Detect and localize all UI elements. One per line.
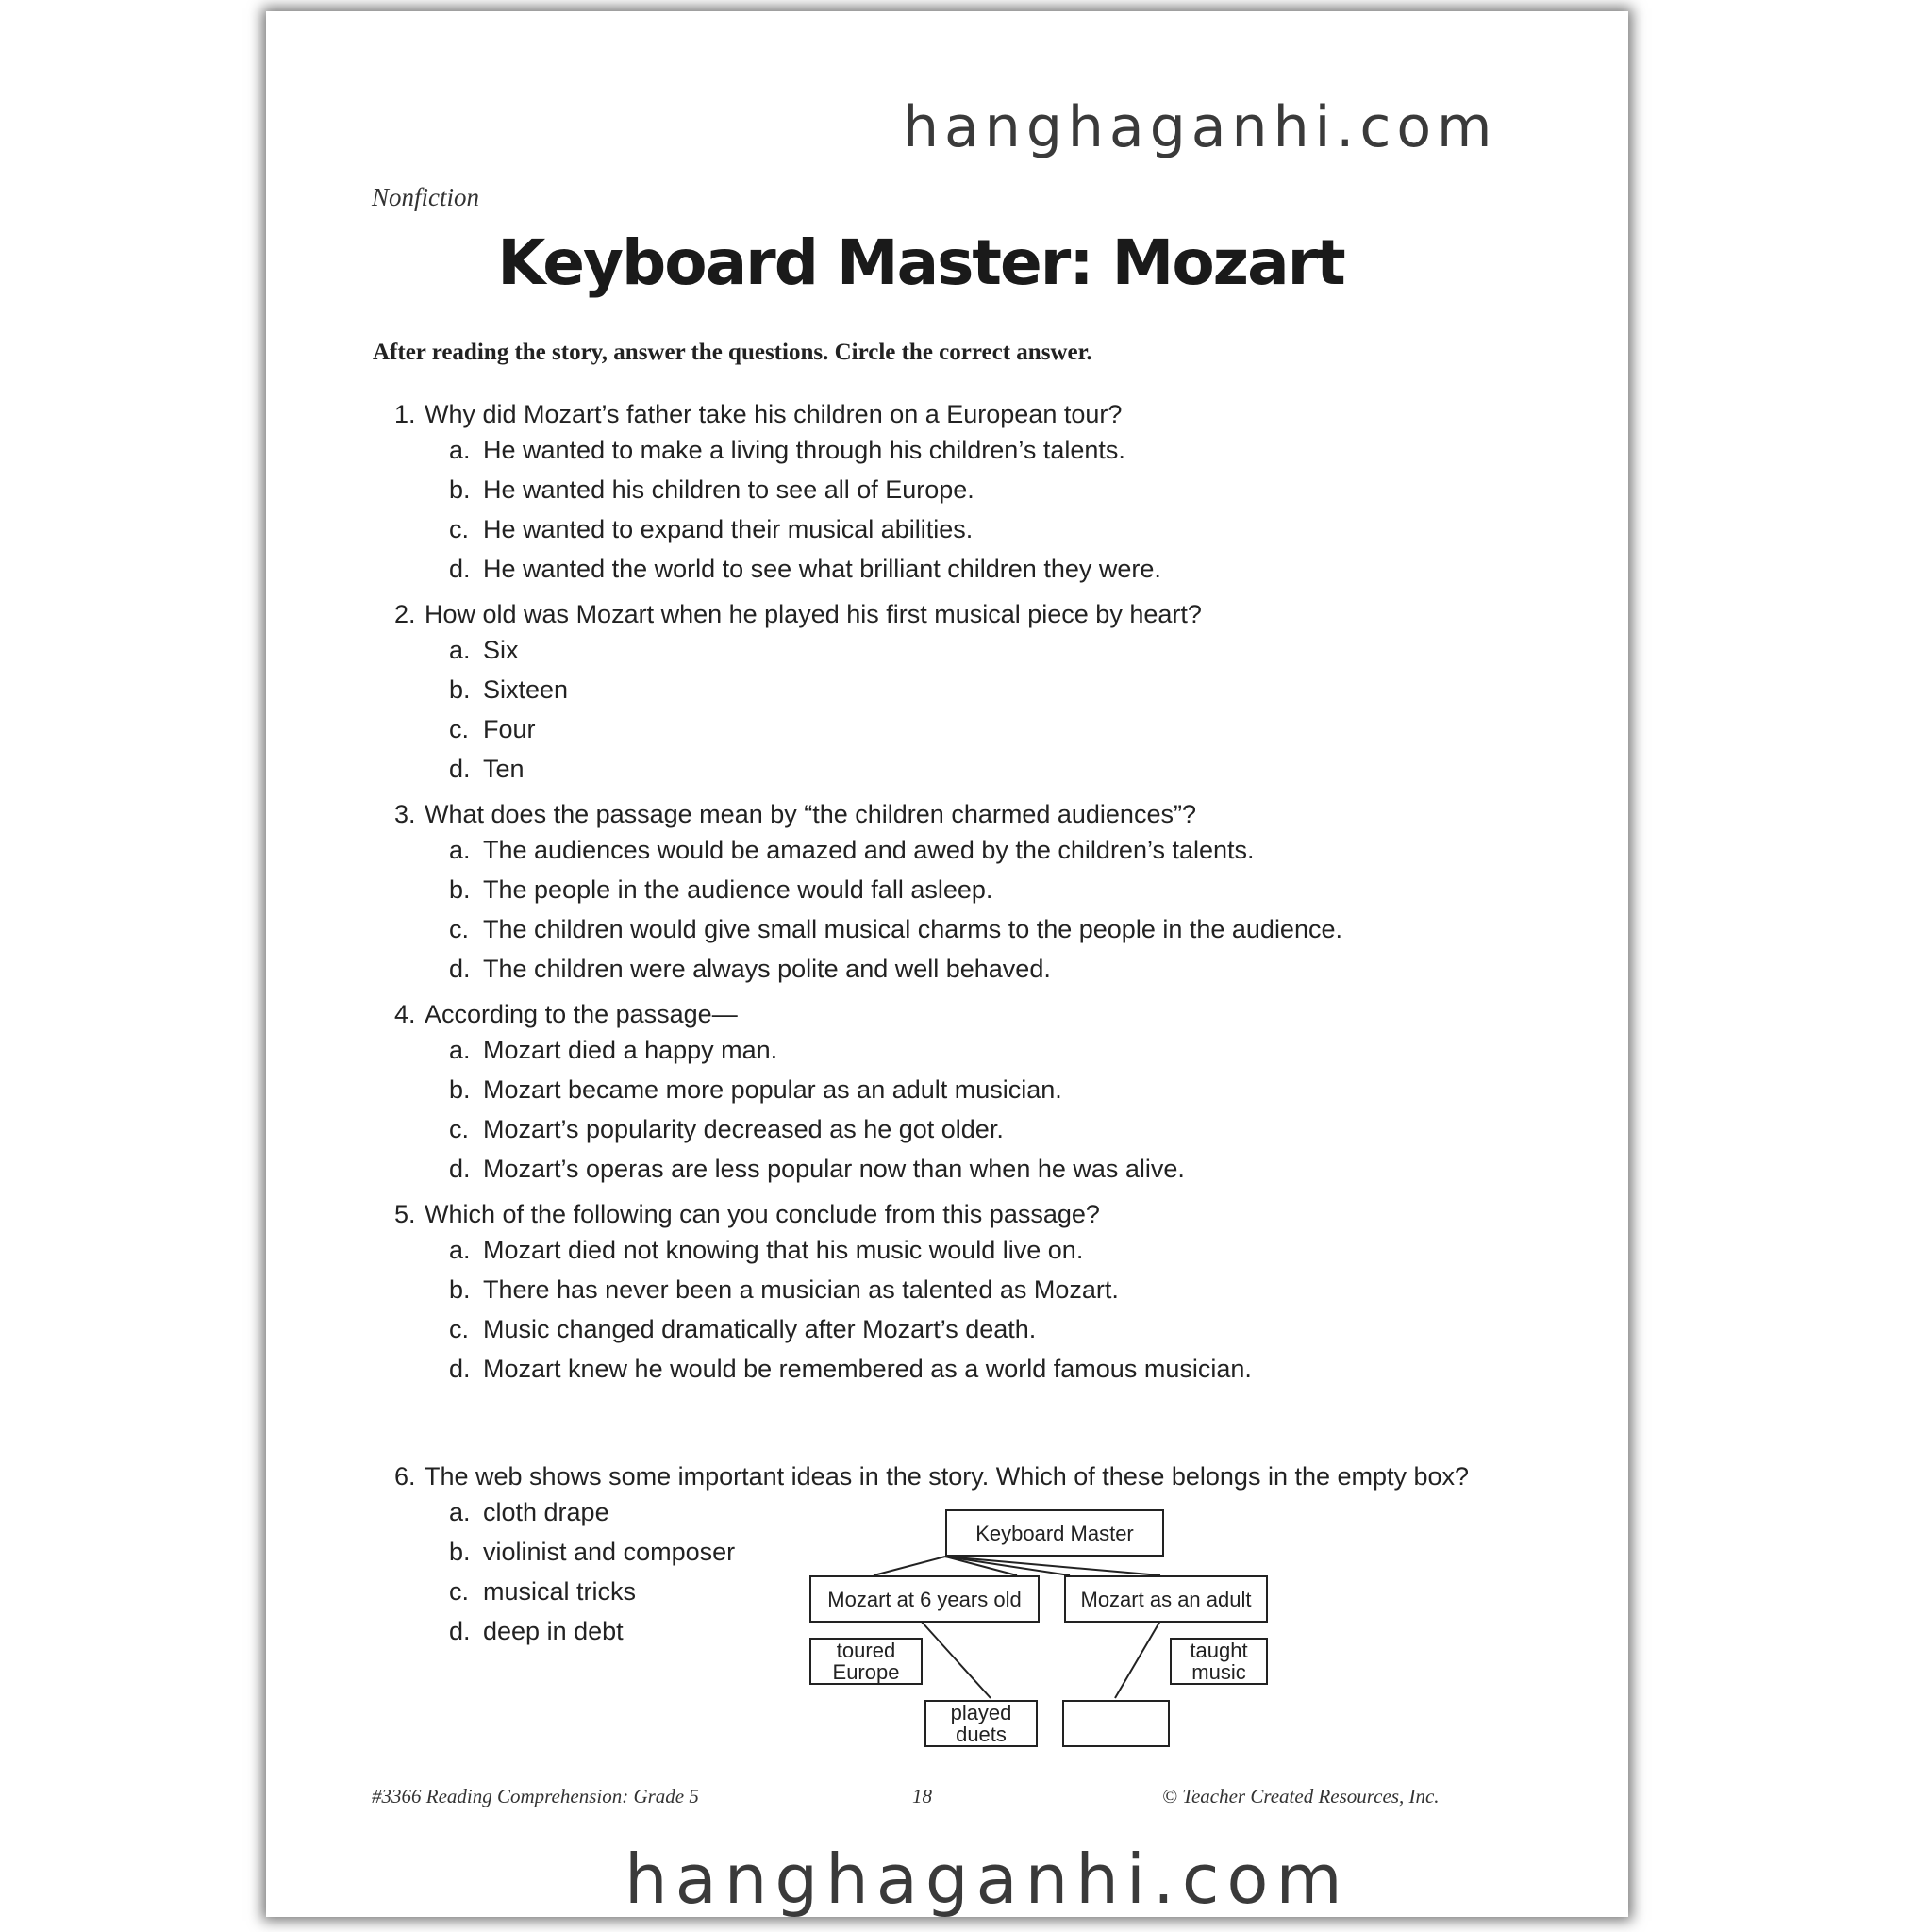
choice-letter: c. [449,1577,470,1606]
question-5 [394,1198,1526,1389]
choice-text: There has never been a musician as talented as Mozart. [483,1275,1119,1304]
answer-choice[interactable] [449,630,1526,670]
choice-letter: a. [449,636,471,664]
answer-choice[interactable] [449,670,1526,709]
web-leaf-taught-music [1170,1638,1268,1685]
choice-text: The children were always polite and well behaved. [483,955,1051,983]
choice-letter: c. [449,1315,470,1343]
web-leaf-label: duets [956,1723,1007,1746]
choice-text: deep in debt [483,1617,624,1645]
choice-text: Sixteen [483,675,569,704]
question-text: What does the passage mean by “the children charmed audiences”? [425,800,1196,828]
footer-book-title: #3366 Reading Comprehension: Grade 5 [372,1785,699,1807]
web-root-box [945,1509,1164,1557]
question-1 [394,398,1526,589]
choice-text: Music changed dramatically after Mozart’s death. [483,1315,1037,1343]
choice-letter: b. [449,675,471,704]
choice-text: Mozart died not knowing that his music would live on. [483,1236,1084,1264]
answer-choice[interactable] [449,709,1526,749]
choice-text: He wanted his children to see all of Europe. [483,475,974,504]
answer-choice[interactable] [449,430,1526,470]
answer-choice[interactable] [449,749,1526,789]
question-number: 2. [394,600,416,628]
choice-text: violinist and composer [483,1538,736,1566]
answer-choice[interactable] [449,1030,1526,1070]
web-empty-box[interactable] [1062,1700,1170,1747]
question-text: How old was Mozart when he played his first musical piece by heart? [425,600,1202,628]
watermark-bottom: hanghaganhi.com [625,1840,1350,1919]
choice-text: Mozart’s operas are less popular now than when he was alive. [483,1155,1185,1183]
choice-letter: b. [449,1538,471,1566]
choice-letter: b. [449,1275,471,1304]
section-label: Nonfiction [372,183,479,211]
footer-page-number: 18 [912,1785,932,1807]
web-leaf-label: played [950,1701,1012,1724]
answer-choice[interactable] [449,1309,1526,1349]
web-leaf-played-duets [924,1700,1038,1747]
choice-text: Four [483,715,536,743]
question-number: 1. [394,400,416,428]
choice-text: The audiences would be amazed and awed by the children’s talents. [483,836,1255,864]
question-number: 5. [394,1200,416,1228]
web-leaf-toured-europe [809,1638,923,1685]
question-text: The web shows some important ideas in the story. Which of these belongs in the empty box? [425,1462,1470,1491]
question-4 [394,998,1526,1189]
choice-letter: c. [449,915,470,943]
web-leaf-label: Europe [832,1660,900,1684]
web-branch-left [809,1575,1040,1623]
choice-letter: c. [449,1115,470,1143]
instructions: After reading the story, answer the questions. Circle the correct answer. [373,340,1092,365]
answer-choice[interactable] [449,1270,1526,1309]
choice-text: The people in the audience would fall asleep. [483,875,993,904]
choice-letter: d. [449,755,471,783]
choice-letter: a. [449,1236,471,1264]
web-branch-right-label: Mozart as an adult [1080,1587,1252,1611]
web-branch-left-label: Mozart at 6 years old [827,1587,1022,1611]
web-leaf-label: taught [1190,1639,1248,1662]
choice-text: musical tricks [483,1577,637,1606]
answer-choice[interactable] [449,1230,1526,1270]
answer-choice[interactable] [449,549,1526,589]
answer-choice[interactable] [449,1149,1526,1189]
choice-text: Mozart died a happy man. [483,1036,778,1064]
choice-text: Ten [483,755,525,783]
web-leaf-label: toured [836,1639,896,1662]
choice-letter: c. [449,715,470,743]
answer-choice[interactable] [449,909,1526,949]
choice-text: He wanted to make a living through his children’s talents. [483,436,1125,464]
answer-choice[interactable] [449,1070,1526,1109]
choice-letter: a. [449,836,471,864]
choice-text: He wanted the world to see what brilliant children they were. [483,555,1161,583]
choice-text: The children would give small musical charms to the people in the audience. [483,915,1342,943]
question-2 [394,598,1526,789]
answer-choice[interactable] [449,830,1526,870]
choice-text: Mozart became more popular as an adult musician. [483,1075,1062,1104]
page-title: Keyboard Master: Mozart [497,226,1344,299]
question-number: 6. [394,1462,416,1491]
worksheet-page [266,11,1628,1917]
choice-letter: d. [449,1355,471,1383]
answer-choice[interactable] [449,1109,1526,1149]
choice-letter: c. [449,515,470,543]
choice-text: Mozart knew he would be remembered as a world famous musician. [483,1355,1252,1383]
choice-letter: a. [449,436,471,464]
web-line [921,1621,991,1698]
web-root-label: Keyboard Master [975,1521,1134,1545]
question-number: 4. [394,1000,416,1028]
choice-text: cloth drape [483,1498,609,1526]
web-branch-right [1064,1575,1268,1623]
footer-copyright: © Teacher Created Resources, Inc. [1162,1785,1440,1807]
choice-letter: b. [449,1075,471,1104]
answer-choice[interactable] [449,949,1526,989]
choice-letter: a. [449,1498,471,1526]
choice-letter: d. [449,555,471,583]
choice-letter: d. [449,955,471,983]
question-3 [394,798,1526,989]
choice-letter: a. [449,1036,471,1064]
watermark-top: hanghaganhi.com [903,94,1498,160]
answer-choice[interactable] [449,870,1526,909]
web-line [1115,1621,1160,1698]
question-text: Why did Mozart’s father take his children on a European tour? [425,400,1123,428]
choice-letter: b. [449,475,471,504]
choice-letter: d. [449,1617,471,1645]
web-leaf-label: music [1191,1660,1246,1684]
answer-choice[interactable] [449,509,1526,549]
choice-letter: b. [449,875,471,904]
choice-text: He wanted to expand their musical abilities. [483,515,974,543]
web-line [874,1557,945,1575]
answer-choice[interactable] [449,1349,1526,1389]
choice-text: Mozart’s popularity decreased as he got older. [483,1115,1004,1143]
choice-letter: d. [449,1155,471,1183]
question-list [394,398,1526,1398]
question-number: 3. [394,800,416,828]
question-text: According to the passage— [425,1000,738,1028]
question-text: Which of the following can you conclude from this passage? [425,1200,1100,1228]
answer-choice[interactable] [449,470,1526,509]
choice-text: Six [483,636,519,664]
